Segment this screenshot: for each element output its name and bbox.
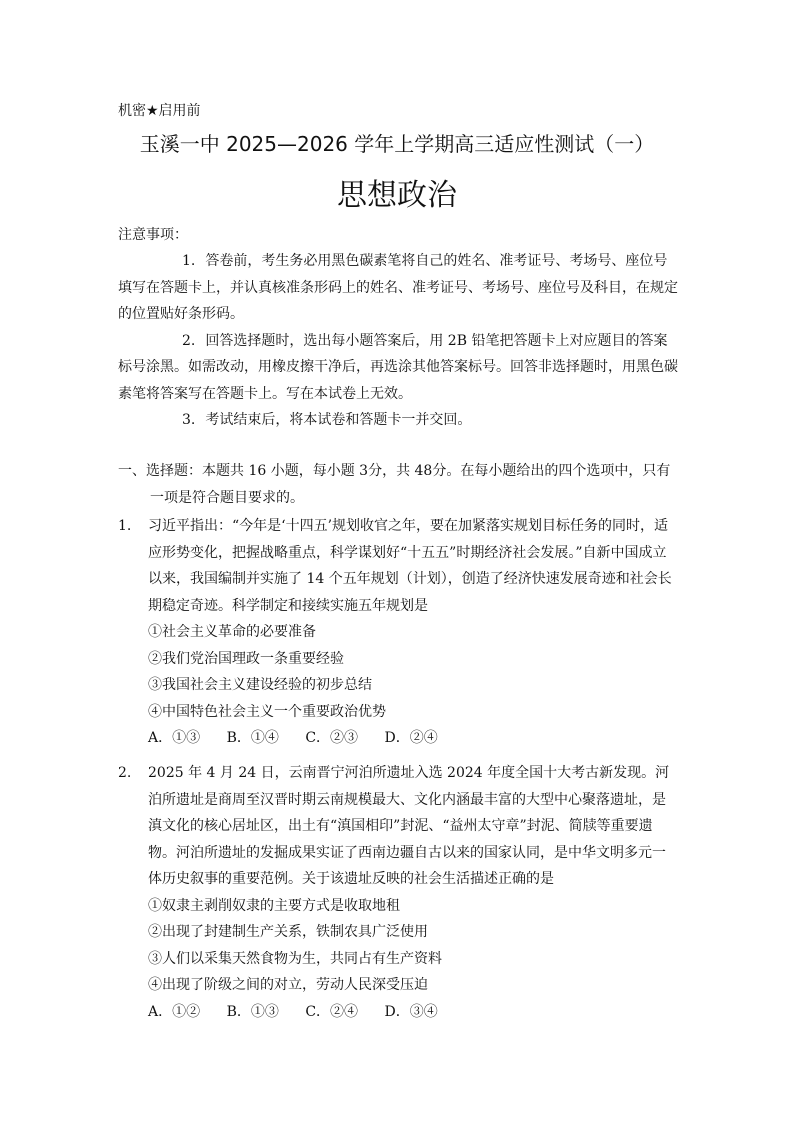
secret-mark: 机密★启用前 <box>118 103 201 119</box>
exam-title: 玉溪一中 2025—2026 学年上学期高三适应性测试（一） <box>139 132 655 156</box>
choice-d: D．②④ <box>384 730 438 746</box>
note-item <box>118 328 678 408</box>
question-stem: 2025 年 4 月 24 日，云南晋宁河泊所遗址入选 2024 年度全国十大考古新发现。河泊所遗址是商周至汉晋时期云南规模最大、文化内涵最丰富的大型中心聚落遗址，是滇文化的核心居址区，出土有“滇国相印”封泥、“益州太守章”封泥、简牍等重要遗物。河泊所遗址的发掘成果实证了西南边疆自古以来的国家认同，是中华文明多元一体历史叙事的重要范例。关于该遗址反映的社会生活描述正确的是 <box>148 765 670 887</box>
question-stem: 习近平指出：“今年是‘十四五’规划收官之年，要在加紧落实规划目标任务的同时，适应形势变化，把握战略重点，科学谋划好“十五五”时期经济社会发展。”自新中国成立以来，我国编制并实施了 14 个五年规划（计划），创造了经济快速发展奇迹和社会长期稳定奇迹。科学制定和接续实施五年规划是 <box>148 518 672 614</box>
question-2 <box>118 760 678 1025</box>
note-item <box>118 248 678 328</box>
question-number: 2. <box>118 765 132 781</box>
question-option: ①奴隶主剥削奴隶的主要方式是收取地租 <box>148 897 400 914</box>
question-number: 1. <box>118 518 132 534</box>
section-heading <box>118 458 678 511</box>
question-option: ①社会主义革命的必要准备 <box>148 624 316 640</box>
notes-heading: 注意事项： <box>118 227 188 243</box>
note-text: 考试结束后，将本试卷和答题卡一并交回。 <box>205 412 472 428</box>
notes-list <box>118 248 678 434</box>
choice-a: A．①② <box>148 1003 201 1020</box>
answer-choices <box>148 999 678 1026</box>
answer-choices <box>148 725 678 752</box>
choice-a: A．①③ <box>148 730 201 746</box>
question-option: ④中国特色社会主义一个重要政治优势 <box>148 703 386 720</box>
question-option: ④出现了阶级之间的对立，劳动人民深受压迫 <box>148 977 428 993</box>
choice-c: C．②③ <box>305 730 359 746</box>
question-option: ③我国社会主义建设经验的初步总结 <box>148 677 372 693</box>
question-1 <box>118 513 678 752</box>
note-text: 回答选择题时，选出每小题答案后，用 2B 铅笔把答题卡上对应题目的答案标号涂黑。如需改动，用橡皮擦干净后，再选涂其他答案标号。回答非选择题时，用黑色碳素笔将答案写在答题卡上。写在本试卷上无效。 <box>118 332 678 402</box>
choice-d: D．③④ <box>384 1003 438 1020</box>
note-number: 2. <box>182 332 196 349</box>
choice-b: B．①③ <box>226 1003 279 1020</box>
question-option: ③人们以采集天然食物为生，共同占有生产资料 <box>148 950 442 967</box>
note-text: 答卷前，考生务必用黑色碳素笔将自己的姓名、准考证号、考场号、座位号填写在答题卡上，并认真核准条形码上的姓名、准考证号、考场号、座位号及科目，在规定的位置贴好条形码。 <box>118 253 678 322</box>
subject-title: 思想政治 <box>337 178 457 213</box>
choice-b: B．①④ <box>226 730 279 746</box>
section-instructions: 一、选择题：本题共 16 小题，每小题 3分，共 48分。在每小题给出的四个选项中，只有一项是符合题目要求的。 <box>118 463 671 506</box>
choice-c: C．②④ <box>305 1003 359 1020</box>
note-number: 3. <box>182 412 196 428</box>
note-item <box>118 407 678 434</box>
question-option: ②我们党治国理政一条重要经验 <box>148 650 344 667</box>
question-option: ②出现了封建制生产关系，铁制农具广泛使用 <box>148 924 428 940</box>
note-number: 1. <box>182 253 196 269</box>
